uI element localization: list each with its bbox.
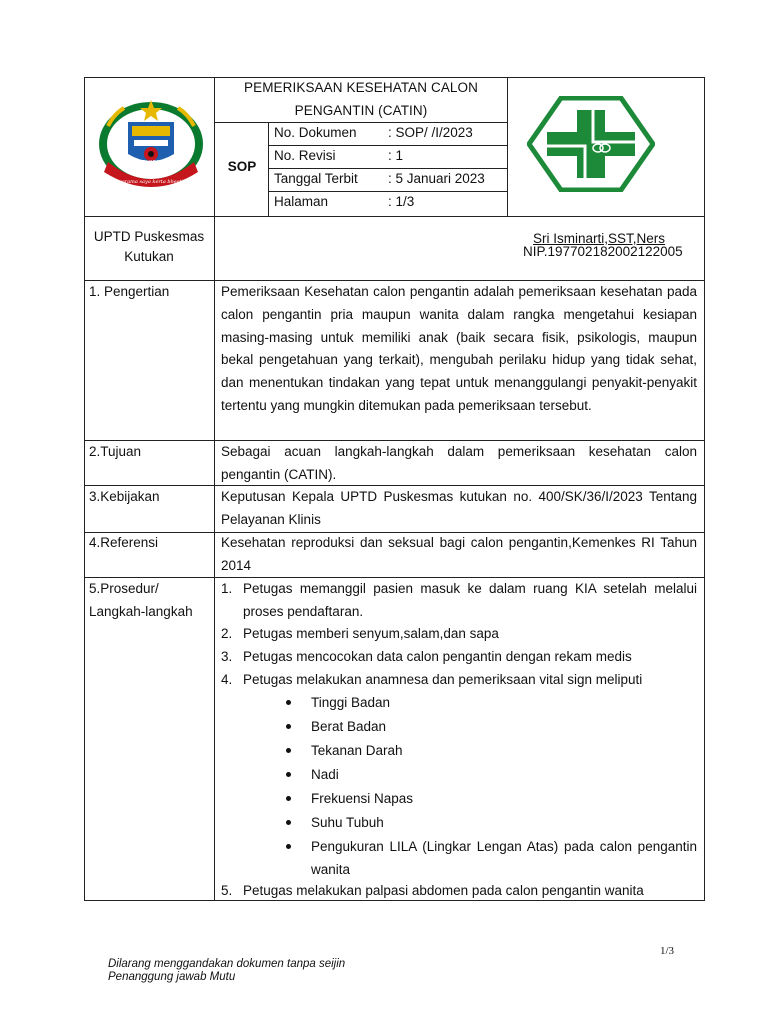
procedure-step [221,646,697,669]
logo-banner-text: BLORA [142,160,160,166]
step-text: Petugas mencocokan data calon pengantin dengan rekam medis [243,649,632,664]
vital-sign-text: Nadi [311,767,339,782]
divider [268,191,507,192]
logo-motto-text: cerama saya kerta bhesti [119,179,183,185]
step-text: Petugas memanggil pasien masuk ke dalam ruang KIA setelah melalui proses pendaftaran. [243,581,697,619]
vital-sign-item [286,811,697,835]
vital-sign-text: Tekanan Darah [311,743,403,758]
meta-label-halaman: Halaman [274,194,329,209]
section-text-pengertian: Pemeriksaan Kesehatan calon pengantin adalah pemeriksaan kesehatan pada calon pengantin pria maupun wanita dalam rangka mengetahui kesiapan masing-masing untuk memiliki anak (baik secara fisik, psikologis, maupun bekal pengetahuan yang terkait), mengubah perilaku hidup yang tidak sehat, dan menentukan tindakan yang tepat untuk menanggulangi penyakit-penyakit tertentu yang mungkin ditemukan pada pemeriksaan tersebut. [221,284,697,413]
vital-sign-item [286,835,697,881]
page-number: 1/3 [660,945,675,957]
step-text: Petugas melakukan anamnesa dan pemeriksaan vital sign meliputi [243,672,643,687]
step-number: 3. [221,649,233,664]
footer-note [108,958,345,984]
footer-line: Penanggung jawab Mutu [108,971,236,983]
vital-sign-item [286,715,697,739]
meta-value-tanggal-terbit: : 5 Januari 2023 [388,171,485,186]
step-number: 1. [221,581,233,596]
bullet-icon [286,820,291,825]
procedure-step [221,669,697,692]
divider [507,77,508,216]
vital-sign-item [286,739,697,763]
section-label-prosedur: 5.Prosedur/ [89,581,159,596]
step-number: 4. [221,672,233,687]
divider [268,145,507,146]
divider [214,122,507,123]
divider [214,77,215,901]
section-label-tujuan: 2.Tujuan [89,444,142,459]
procedure-step [221,578,697,624]
meta-value-halaman: : 1/3 [388,194,415,209]
divider [268,122,269,216]
procedure-step [221,880,697,903]
blora-logo [94,96,208,196]
meta-label-no-dokumen: No. Dokumen [274,125,357,140]
vital-sign-item [286,763,697,787]
step-text: Petugas melakukan palpasi abdomen pada calon pengantin wanita [243,883,644,898]
step-text: Petugas memberi senyum,salam,dan sapa [243,626,499,641]
section-label-prosedur-sub: Langkah-langkah [89,604,193,619]
section-text-kebijakan: Keputusan Kepala UPTD Puskesmas kutukan no. 400/SK/36/I/2023 Tentang Pelayanan Klinis [221,489,697,527]
section-label-pengertian: 1. Pengertian [89,284,170,299]
section-text-tujuan: Sebagai acuan langkah-langkah dalam pemeriksaan kesehatan calon pengantin (CATIN). [221,444,697,482]
step-number: 2. [221,626,233,641]
meta-label-no-revisi: No. Revisi [274,148,336,163]
puskesmas-logo [527,96,655,192]
signer-name: Sri Isminarti,SST,Ners [533,231,666,246]
divider [84,216,705,217]
vital-sign-text: Tinggi Badan [311,695,391,710]
document-title: PEMERIKSAAN KESEHATAN CALON PENGANTIN (CATIN) [243,80,478,118]
org-name: UPTD Puskesmas Kutukan [93,229,205,264]
signer-nip: NIP.197702182002122005 [523,244,683,259]
vital-sign-item [286,787,697,811]
vital-sign-text: Pengukuran LILA (Lingkar Lengan Atas) pada calon pengantin wanita [311,839,697,877]
vital-sign-item [286,691,697,715]
meta-value-no-revisi: : 1 [388,148,404,163]
bullet-icon [286,724,291,729]
step-number: 5. [221,883,233,898]
divider [268,168,507,169]
section-label-kebijakan: 3.Kebijakan [89,489,160,504]
procedure-step [221,623,697,646]
vital-sign-text: Frekuensi Napas [311,791,414,806]
sop-label: SOP [227,159,257,174]
footer-line: Dilarang menggandakan dokumen tanpa seijin [108,958,346,970]
bullet-icon [286,748,291,753]
bullet-icon [286,700,291,705]
section-label-referensi: 4.Referensi [89,535,159,550]
meta-label-tanggal-terbit: Tanggal Terbit [274,171,358,186]
meta-value-no-dokumen: : SOP/ /I/2023 [388,125,473,140]
section-text-referensi: Kesehatan reproduksi dan seksual bagi calon pengantin,Kemenkes RI Tahun 2014 [221,535,697,573]
bullet-icon [286,844,291,849]
vital-sign-text: Suhu Tubuh [311,815,384,830]
bullet-icon [286,772,291,777]
vital-sign-text: Berat Badan [311,719,387,734]
bullet-icon [286,796,291,801]
